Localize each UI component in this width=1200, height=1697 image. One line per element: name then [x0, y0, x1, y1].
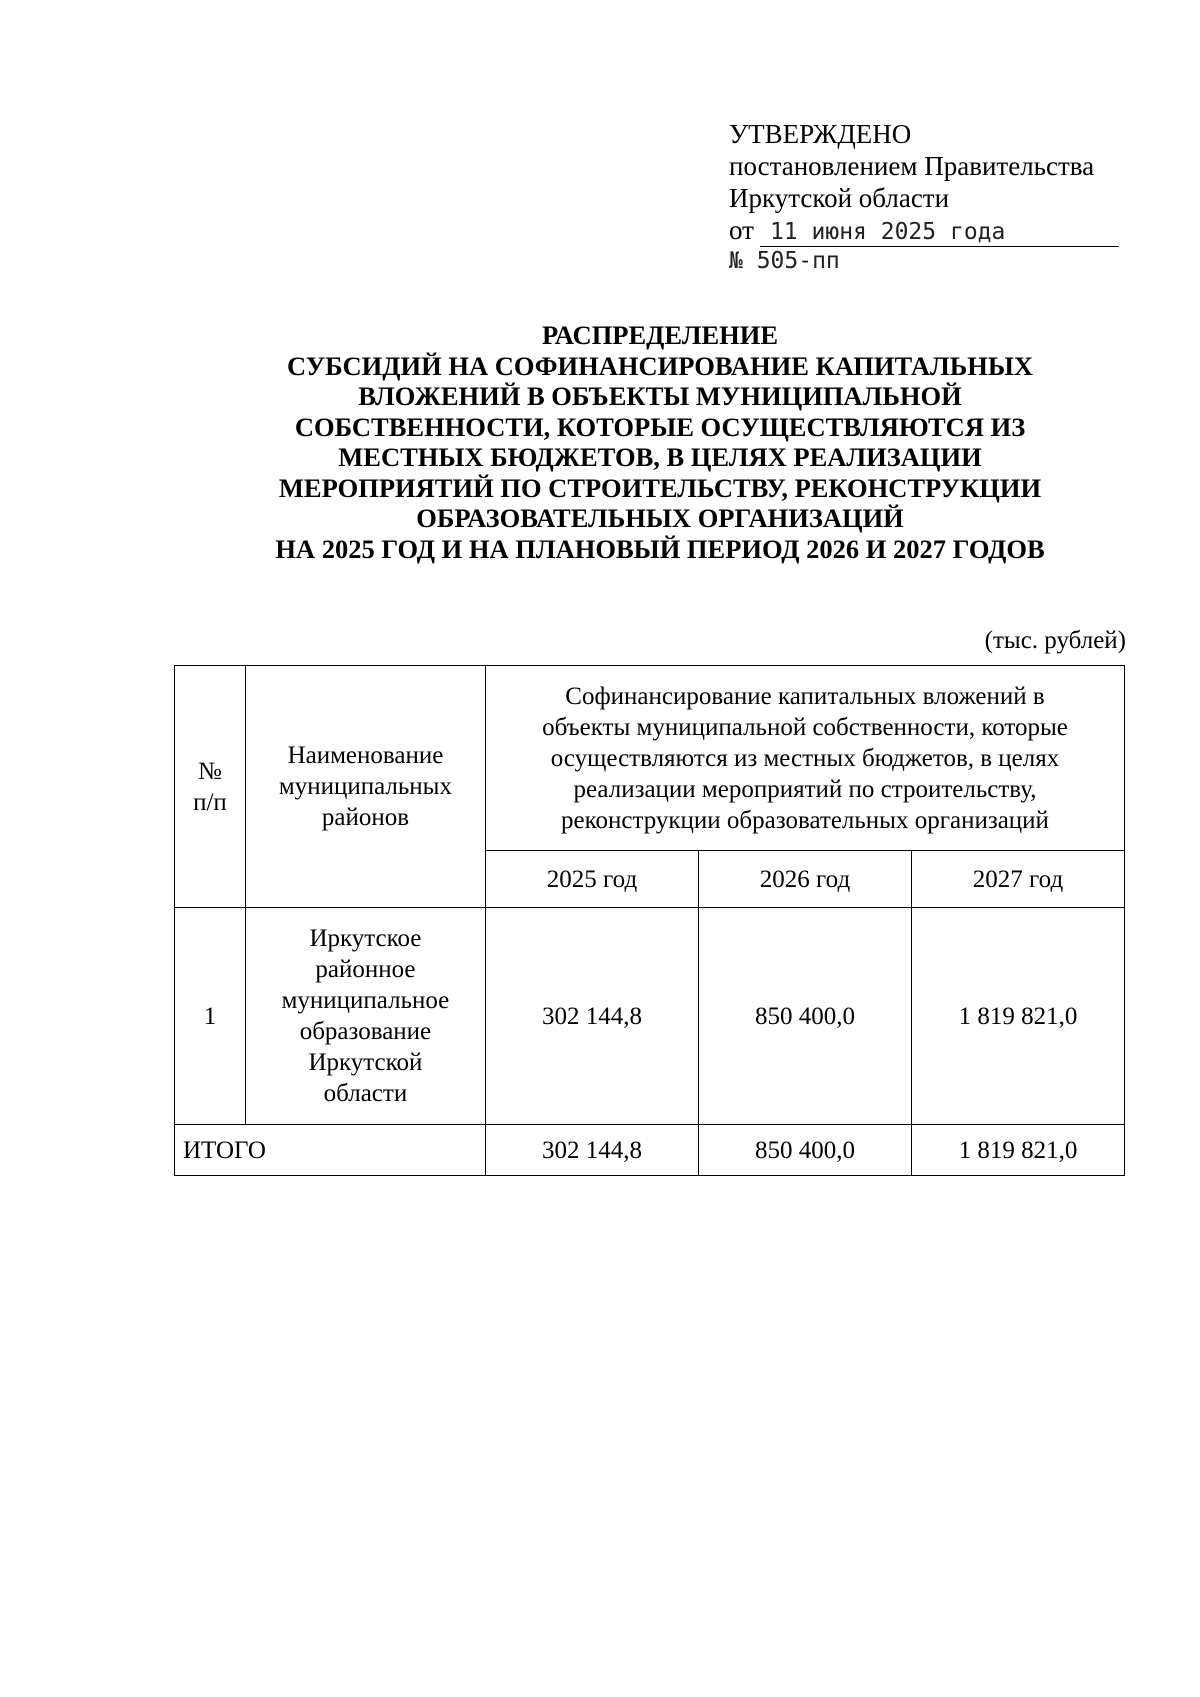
row-municipality: Иркутское районное муниципальное образование Иркутской области — [245, 908, 485, 1125]
document-title — [170, 320, 1150, 564]
document-title-line: РАСПРЕДЕЛЕНИЕ — [541, 320, 779, 350]
approval-region: Иркутской области — [729, 183, 950, 213]
total-value-2025: 302 144,8 — [486, 1125, 699, 1176]
approval-authority: постановлением Правительства — [729, 151, 1095, 181]
approval-date-row — [729, 214, 1119, 247]
approval-date-prefix: от — [729, 215, 754, 245]
header-municipality: Наименование муниципальных районов — [245, 666, 485, 908]
table-total-row — [175, 1125, 1125, 1176]
distribution-table — [174, 665, 1125, 1176]
total-label: ИТОГО — [175, 1125, 486, 1176]
row-number: 1 — [175, 908, 246, 1125]
document-title-line: СОБСТВЕННОСТИ, КОТОРЫЕ ОСУЩЕСТВЛЯЮТСЯ ИЗ — [294, 411, 1026, 442]
table-row — [175, 908, 1125, 1125]
header-number: № п/п — [175, 666, 246, 908]
approval-date: 11 июня 2025 года — [760, 218, 1119, 247]
row-value-2027: 1 819 821,0 — [911, 908, 1124, 1125]
document-title-line: СУБСИДИЙ НА СОФИНАНСИРОВАНИЕ КАПИТАЛЬНЫХ — [286, 350, 1034, 381]
row-value-2026: 850 400,0 — [698, 908, 911, 1125]
approval-title: УТВЕРЖДЕНО — [729, 119, 912, 149]
document-title-line: ОБРАЗОВАТЕЛЬНЫХ ОРГАНИЗАЦИЙ — [416, 503, 904, 533]
approval-stamp — [729, 118, 1119, 275]
header-year-2025: 2025 год — [486, 851, 699, 908]
document-title-line: МЕСТНЫХ БЮДЖЕТОВ, В ЦЕЛЯХ РЕАЛИЗАЦИИ — [338, 442, 982, 472]
total-value-2026: 850 400,0 — [698, 1125, 911, 1176]
document-title-line: ВЛОЖЕНИЙ В ОБЪЕКТЫ МУНИЦИПАЛЬНОЙ — [358, 381, 962, 411]
header-year-2027: 2027 год — [911, 851, 1124, 908]
total-value-2027: 1 819 821,0 — [911, 1125, 1124, 1176]
document-title-line: НА 2025 ГОД И НА ПЛАНОВЫЙ ПЕРИОД 2026 И 2027 ГОДОВ — [275, 533, 1045, 564]
table-header-row — [175, 666, 1125, 851]
units-label: (тыс. рублей) — [984, 627, 1126, 654]
approval-number: № 505-пп — [729, 248, 840, 274]
document-title-line: МЕРОПРИЯТИЙ ПО СТРОИТЕЛЬСТВУ, РЕКОНСТРУКЦИИ — [278, 472, 1042, 503]
header-cofinancing: Софинансирование капитальных вложений в объекты муниципальной собственности, которые осуществляются из местных бюджетов, в целях реализации мероприятий по строительству, реконструкции образовательных организаций — [486, 666, 1125, 851]
row-value-2025: 302 144,8 — [486, 908, 699, 1125]
header-year-2026: 2026 год — [698, 851, 911, 908]
